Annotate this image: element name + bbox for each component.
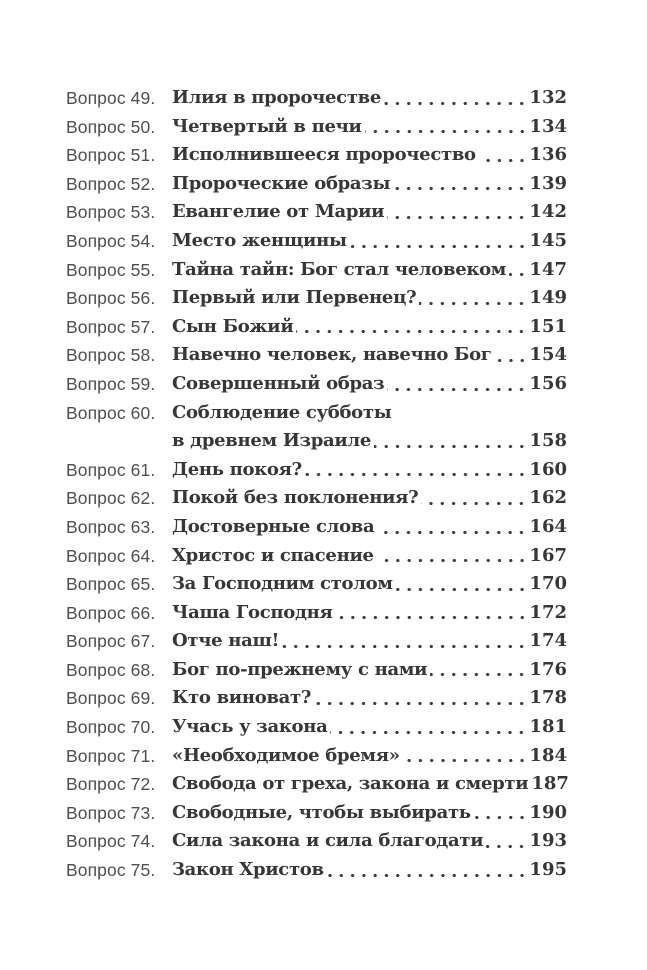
toc-entry-title: Четвертый в печи <box>172 115 362 137</box>
toc-entry-page: 167 <box>529 544 567 566</box>
toc-row <box>66 141 567 170</box>
toc-entry-page: 184 <box>529 744 567 766</box>
toc-entry-label: Вопрос 63. <box>66 516 156 537</box>
toc-entry-title: Свободные, чтобы выбирать <box>172 801 471 823</box>
toc-row <box>66 227 567 256</box>
toc-entry-title: День покоя? <box>172 458 302 480</box>
toc-row <box>66 713 567 742</box>
toc-entry-title: Покой без поклонения? <box>172 487 419 509</box>
toc-entry-page: 193 <box>529 830 567 852</box>
toc-entry-page: 136 <box>529 144 567 166</box>
toc-entry-label: Вопрос 65. <box>66 574 156 595</box>
toc-entry-label: Вопрос 73. <box>66 802 156 823</box>
toc-entry-page: 178 <box>529 687 567 709</box>
toc-dot-leader <box>396 570 530 599</box>
toc-entry-page: 195 <box>529 859 567 881</box>
toc-row <box>66 799 567 828</box>
toc-entry-title: в древнем Израиле <box>172 430 371 452</box>
toc-row <box>66 770 567 799</box>
toc-entry-label: Вопрос 64. <box>66 545 156 566</box>
toc-entry-title: Отче наш! <box>172 630 280 652</box>
toc-entry-page: 149 <box>529 287 567 309</box>
toc-dot-leader <box>387 198 529 227</box>
toc-entry-page: 132 <box>529 87 567 108</box>
toc-dot-leader <box>330 713 529 742</box>
toc-row <box>66 570 567 599</box>
toc-entry-label: Вопрос 56. <box>66 288 156 309</box>
toc-row <box>66 656 567 685</box>
toc-entry-label: Вопрос 49. <box>66 88 156 108</box>
toc-entry-title: «Необходимое бремя» <box>172 744 400 766</box>
toc-entry-label: Вопрос 58. <box>66 345 156 366</box>
toc-dot-leader <box>305 456 530 485</box>
toc-entry-page: 158 <box>529 430 567 452</box>
toc-dot-leader <box>377 542 530 571</box>
toc-entry-label: Вопрос 68. <box>66 659 156 680</box>
toc-dot-leader <box>296 313 529 342</box>
toc-dot-leader <box>336 599 530 628</box>
toc-entry-label: Вопрос 61. <box>66 459 156 480</box>
toc-dot-leader <box>387 370 529 399</box>
toc-dot-leader <box>419 284 529 313</box>
toc-entry-title: Учась у закона <box>172 716 328 738</box>
toc-entry-page: 164 <box>529 515 567 537</box>
toc-entry-label: Вопрос 69. <box>66 688 156 709</box>
toc-dot-leader <box>403 742 530 771</box>
toc-entry-label: Вопрос 57. <box>66 316 156 337</box>
toc-row <box>66 684 567 713</box>
toc-entry-label: Вопрос 52. <box>66 173 156 194</box>
toc-row <box>66 827 567 856</box>
toc-entry-page: 174 <box>529 630 567 652</box>
toc-entry-label: Вопрос 51. <box>66 145 156 166</box>
toc-row <box>66 284 567 313</box>
toc-dot-leader <box>474 799 530 828</box>
toc-entry-page: 134 <box>529 115 567 137</box>
toc-dot-leader <box>384 84 529 113</box>
toc-dot-leader <box>377 513 529 542</box>
toc-dot-leader <box>509 256 529 285</box>
toc-list <box>66 84 567 885</box>
toc-dot-leader <box>350 227 530 256</box>
toc-entry-title: Сила закона и сила благодати <box>172 830 484 852</box>
toc-dot-leader <box>374 427 529 456</box>
toc-dot-leader <box>282 627 529 656</box>
toc-dot-leader <box>486 827 529 856</box>
toc-row <box>66 627 567 656</box>
toc-entry-title: Первый или Первенец? <box>172 287 417 309</box>
toc-row <box>66 599 567 628</box>
toc-row <box>66 170 567 199</box>
toc-entry-title: Тайна тайн: Бог стал человеком <box>172 258 507 280</box>
toc-entry-title: Чаша Господня <box>172 601 333 623</box>
toc-entry-page: 190 <box>529 801 567 823</box>
toc-entry-title: Илия в пророчестве <box>172 87 382 108</box>
toc-entry-title: Свобода от греха, закона и смерти <box>172 773 529 795</box>
toc-entry-label: Вопрос 75. <box>66 860 156 881</box>
toc-row <box>66 427 567 456</box>
toc-row <box>66 399 567 428</box>
toc-row <box>66 484 567 513</box>
toc-entry-label: Вопрос 55. <box>66 259 156 280</box>
toc-entry-page: 160 <box>529 458 567 480</box>
toc-entry-title: Соблюдение субботы <box>172 401 392 423</box>
toc-entry-label: Вопрос 50. <box>66 116 156 137</box>
toc-entry-page: 151 <box>529 315 567 337</box>
toc-row <box>66 198 567 227</box>
toc-row <box>66 370 567 399</box>
toc-dot-leader <box>495 341 530 370</box>
toc-entry-label: Вопрос 62. <box>66 488 156 509</box>
toc-entry-page: 156 <box>529 372 567 394</box>
toc-entry-page: 147 <box>529 258 567 280</box>
toc-dot-leader <box>421 484 529 513</box>
toc-dot-leader <box>430 656 529 685</box>
toc-dot-leader <box>393 170 529 199</box>
toc-row <box>66 84 567 113</box>
toc-entry-title: Навечно человек, навечно Бог <box>172 344 492 366</box>
toc-row <box>66 113 567 142</box>
toc-row <box>66 256 567 285</box>
toc-entry-page: 172 <box>529 601 567 623</box>
toc-entry-page: 154 <box>529 344 567 366</box>
toc-row <box>66 513 567 542</box>
toc-entry-page: 142 <box>529 201 567 223</box>
toc-entry-label: Вопрос 53. <box>66 202 156 223</box>
toc-row <box>66 856 567 885</box>
toc-entry-page: 181 <box>529 716 567 738</box>
toc-row <box>66 542 567 571</box>
toc-entry-page: 176 <box>529 658 567 680</box>
toc-entry-page: 145 <box>529 229 567 251</box>
toc-entry-label: Вопрос 60. <box>66 402 156 423</box>
toc-entry-title: Бог по-прежнему с нами <box>172 658 428 680</box>
toc-entry-title: Сын Божий <box>172 315 294 337</box>
toc-entry-title: Исполнившееся пророчество <box>172 144 476 166</box>
toc-entry-label: Вопрос 59. <box>66 373 156 394</box>
toc-entry-label: Вопрос 70. <box>66 717 156 738</box>
toc-entry-title: Достоверные слова <box>172 515 375 537</box>
toc-row <box>66 742 567 771</box>
toc-entry-page: 139 <box>529 172 567 194</box>
toc-entry-title: Пророческие образы <box>172 172 391 194</box>
toc-entry-title: Христос и спасение <box>172 544 374 566</box>
toc-entry-label: Вопрос 54. <box>66 230 156 251</box>
toc-entry-page: 187 <box>531 773 569 795</box>
toc-entry-label: Вопрос 72. <box>66 774 156 795</box>
toc-entry-label: Вопрос 71. <box>66 745 156 766</box>
toc-entry-title: Закон Христов <box>172 859 324 881</box>
toc-entry-label: Вопрос 74. <box>66 831 156 852</box>
toc-row <box>66 456 567 485</box>
toc-entry-page: 170 <box>529 573 567 595</box>
toc-entry-label <box>66 427 172 456</box>
toc-dot-leader <box>327 856 530 885</box>
toc-dot-leader <box>479 141 530 170</box>
toc-row <box>66 341 567 370</box>
toc-row <box>66 313 567 342</box>
toc-entry-label: Вопрос 67. <box>66 631 156 652</box>
toc-entry-title: За Господним столом <box>172 573 393 595</box>
toc-entry-title: Совершенный образ <box>172 372 385 394</box>
toc-entry-title: Евангелие от Марии <box>172 201 385 223</box>
toc-entry-label: Вопрос 66. <box>66 602 156 623</box>
toc-entry-page: 162 <box>529 487 567 509</box>
toc-entry-title: Кто виноват? <box>172 687 312 709</box>
toc-dot-leader <box>365 113 530 142</box>
toc-dot-leader <box>314 684 529 713</box>
toc-entry-title: Место женщины <box>172 229 347 251</box>
